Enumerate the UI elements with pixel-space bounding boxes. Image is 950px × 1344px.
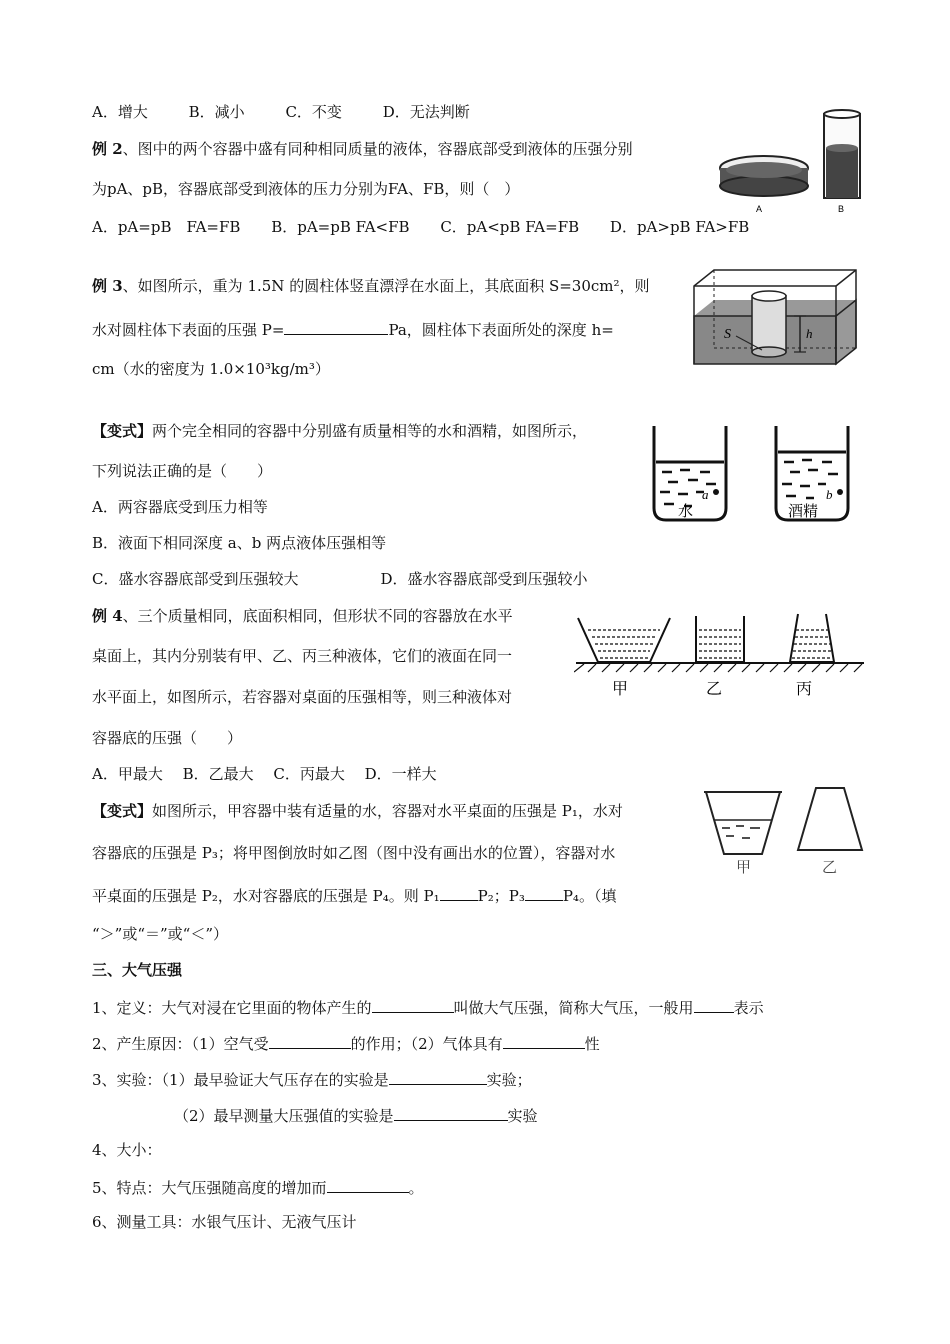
var1-option-c: C．盛水容器底部受到压强较大 [92, 570, 299, 588]
ex4-fig-yi: 乙 [706, 679, 723, 698]
s3-blank-symbol[interactable] [694, 996, 734, 1013]
ex4-text1: 、三个质量相同，底面积相同，但形状不同的容器放在水平 [122, 607, 513, 625]
s3-blank-cause[interactable] [269, 1032, 351, 1049]
s3-blank-measure-exp[interactable] [394, 1104, 508, 1121]
var2-fig-jia: 甲 [736, 858, 752, 876]
s3-text1a: 1、定义：大气对浸在它里面的物体产生的 [92, 999, 372, 1017]
s3-blank-property[interactable] [503, 1032, 585, 1049]
var2-figure [700, 784, 884, 880]
section3-line4 [174, 1104, 538, 1126]
ex4-fig-bing: 丙 [796, 679, 813, 698]
s3-text4b: 实验 [507, 1107, 538, 1125]
var2-line2: 容器底的压强是 P₃；将甲图倒放时如乙图（图中没有画出水的位置），容器对水 [92, 844, 616, 862]
section3-line1 [92, 996, 764, 1018]
s3-text6b: 。 [408, 1179, 424, 1197]
ex4-figure [574, 610, 866, 702]
s3-text6a: 5、特点：大气压强随高度的增加而 [92, 1179, 327, 1197]
var1-fig-water: 水 [678, 502, 694, 520]
section3-title: 三、大气压强 [92, 961, 183, 979]
ex4-tag: 例 4 [92, 607, 123, 625]
s3-text3a: 3、实验：（1）最早验证大气压存在的实验是 [92, 1071, 389, 1089]
q1-option-a: A．增大 [92, 103, 148, 121]
ex4-line3: 水平面上，如图所示，若容器对桌面的压强相等，则三种液体对 [92, 688, 513, 706]
var2-fig-yi: 乙 [822, 858, 838, 876]
ex3-fig-s: S [724, 327, 731, 342]
var1-fig-alcohol: 酒精 [788, 502, 819, 520]
var1-text1: 两个完全相同的容器中分别盛有质量相等的水和酒精，如图所示， [152, 422, 588, 440]
var1-tag: 【变式】 [92, 422, 153, 440]
ex3-blank-pressure[interactable] [284, 318, 388, 335]
var2-blank-p1p2[interactable] [440, 884, 478, 901]
var2-line3 [92, 884, 616, 906]
ex2-tag: 例 2 [92, 140, 123, 158]
ex2-fig-label-a: A [756, 204, 763, 214]
ex3-text1: 、如图所示，重为 1.5N 的圆柱体竖直漂浮在水面上，其底面积 S=30cm²，则 [122, 277, 650, 295]
section3-line5: 4、大小： [92, 1141, 162, 1159]
s3-text2b: 的作用；（2）气体具有 [350, 1035, 503, 1053]
section3-line7: 6、测量工具：水银气压计、无液气压计 [92, 1213, 357, 1231]
section3-line2 [92, 1032, 600, 1054]
var2-line1 [92, 801, 623, 821]
ex3-fig-h: h [806, 326, 813, 341]
ex4-line2: 桌面上，其内分别装有甲、乙、丙三种液体，它们的液面在同一 [92, 647, 513, 665]
q1-option-c: C．不变 [285, 103, 342, 121]
ex3-text2b: Pa，圆柱体下表面所处的深度 h= [388, 321, 614, 339]
ex2-figure [716, 108, 866, 216]
section3-line3 [92, 1068, 532, 1090]
ex3-text2a: 水对圆柱体下表面的压强 P= [92, 321, 285, 339]
s3-text2a: 2、产生原因：（1）空气受 [92, 1035, 269, 1053]
ex3-line3: cm（水的密度为 1.0×10³kg/m³） [92, 360, 330, 378]
ex2-option-b: B．pA=pB FA<FB [271, 218, 410, 236]
ex4-options: A．甲最大 B．乙最大 C．丙最大 D．一样大 [92, 765, 437, 783]
var1-fig-a: a [702, 487, 709, 502]
s3-blank-trend[interactable] [327, 1176, 409, 1193]
var1-fig-b: b [826, 487, 833, 502]
q1-option-d: D．无法判断 [382, 103, 470, 121]
var1-option-a: A．两容器底受到压力相等 [92, 498, 268, 516]
ex3-figure [690, 266, 862, 368]
var1-figure [648, 424, 854, 524]
q1-option-b: B．减小 [188, 103, 245, 121]
var2-text3b: P₂；P₃ [477, 887, 525, 905]
ex4-fig-jia: 甲 [612, 679, 629, 698]
var1-line2: 下列说法正确的是（ ） [92, 462, 273, 480]
var2-tag: 【变式】 [92, 802, 153, 820]
ex3-line1 [92, 276, 650, 296]
s3-text4a: （2）最早测量大压强值的实验是 [174, 1107, 394, 1125]
ex2-option-d: D．pA>pB FA>FB [609, 218, 750, 236]
ex4-line4: 容器底的压强（ ） [92, 729, 243, 747]
ex2-fig-label-b: B [838, 204, 845, 214]
ex2-option-c: C．pA<pB FA=FB [440, 218, 580, 236]
s3-text2c: 性 [584, 1035, 600, 1053]
ex2-line1 [92, 139, 633, 159]
s3-text1c: 表示 [733, 999, 764, 1017]
var1-line1 [92, 421, 587, 441]
ex3-line2 [92, 318, 614, 340]
s3-text3b: 实验； [486, 1071, 532, 1089]
s3-blank-definition[interactable] [372, 996, 454, 1013]
s3-text1b: 叫做大气压强，简称大气压，一般用 [453, 999, 694, 1017]
q1-options-row [92, 102, 470, 122]
ex2-option-a: A．pA=pB FA=FB [92, 218, 241, 236]
s3-blank-verify-exp[interactable] [389, 1068, 487, 1085]
ex4-line1 [92, 606, 513, 626]
var1-options-cd [92, 569, 588, 589]
var1-option-d: D．盛水容器底部受到压强较小 [380, 570, 588, 588]
var2-text1: 如图所示，甲容器中装有适量的水，容器对水平桌面的压强是 P₁，水对 [152, 802, 623, 820]
ex2-line2: 为pA、pB，容器底部受到液体的压力分别为FA、FB，则（ ） [92, 180, 520, 198]
ex3-tag: 例 3 [92, 277, 123, 295]
ex2-options-row [92, 217, 749, 237]
var2-text3c: P₄。（填 [562, 887, 617, 905]
var2-line4: “＞”或“＝”或“＜”） [92, 925, 229, 943]
var2-text3a: 平桌面的压强是 P₂，水对容器底的压强是 P₄。则 P₁ [92, 887, 440, 905]
var2-blank-p3p4[interactable] [525, 884, 563, 901]
section3-line6 [92, 1176, 424, 1198]
ex2-text1: 、图中的两个容器中盛有同种相同质量的液体，容器底部受到液体的压强分别 [122, 140, 633, 158]
var1-option-b: B．液面下相同深度 a、b 两点液体压强相等 [92, 534, 387, 552]
